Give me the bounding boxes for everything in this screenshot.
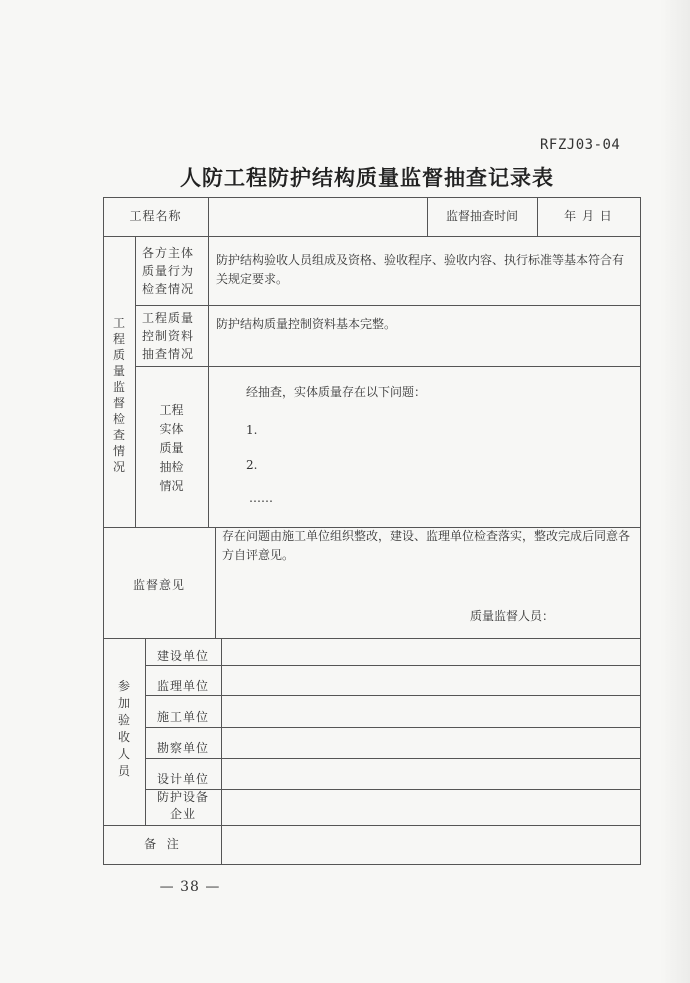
entity-item-more: …… [249,491,273,505]
behavior-check-label: 各方主体质量行为检查情况 [142,246,195,296]
inspect-time-label: 监督抽查时间 [445,209,518,223]
opinion-text[interactable]: 存在问题由施工单位组织整改，建设、监理单位检查落实，整改完成后同意各方自评意见。 [222,529,631,562]
unit-construction-field[interactable] [222,639,640,665]
unit-builder-field[interactable] [222,696,640,727]
unit-survey-field[interactable] [222,728,640,758]
form-title: 人防工程防护结构质量监督抽查记录表 [180,165,554,190]
entity-intro[interactable]: 经抽查，实体质量存在以下问题： [246,385,427,399]
unit-construction-label: 建设单位 [156,649,209,663]
page-edge-shadow [660,0,690,983]
participants-label: 参 加 验 收 人 员 [117,679,130,778]
signer-label: 质量监督人员： [470,609,555,623]
opinion-label: 监督意见 [132,578,185,592]
unit-design-field[interactable] [222,759,640,789]
entity-item-1[interactable]: 1. [246,423,258,437]
unit-survey-label: 勘察单位 [156,741,209,755]
control-docs-label: 工程质量控制资料抽查情况 [142,311,195,361]
unit-supervision-field[interactable] [222,666,640,695]
form-code: RFZJ03-04 [540,137,621,153]
inspect-date-field[interactable]: 年 月 日 [564,209,613,223]
unit-builder-label: 施工单位 [156,710,209,724]
remarks-label: 备 注 [144,837,180,851]
unit-design-label: 设计单位 [156,772,209,786]
behavior-check-content[interactable]: 防护结构验收人员组成及资格、验收程序、验收内容、执行标准等基本符合有关规定要求。 [216,253,625,286]
entity-quality-label: 工程 实体 质量 抽检 情况 [159,403,184,493]
unit-supervision-label: 监理单位 [156,679,209,693]
entity-item-2[interactable]: 2. [246,458,258,472]
unit-equipment-label: 防护设备企业 [156,790,209,821]
project-name-label: 工程名称 [129,209,182,223]
control-docs-content[interactable]: 防护结构质量控制资料基本完整。 [216,317,397,331]
unit-equipment-field[interactable] [222,790,640,825]
page-number: — 38 — [159,879,221,895]
quality-section-label: 工 程 质 量 监 督 检 查 情 况 [112,316,125,474]
remarks-field[interactable] [222,826,640,864]
